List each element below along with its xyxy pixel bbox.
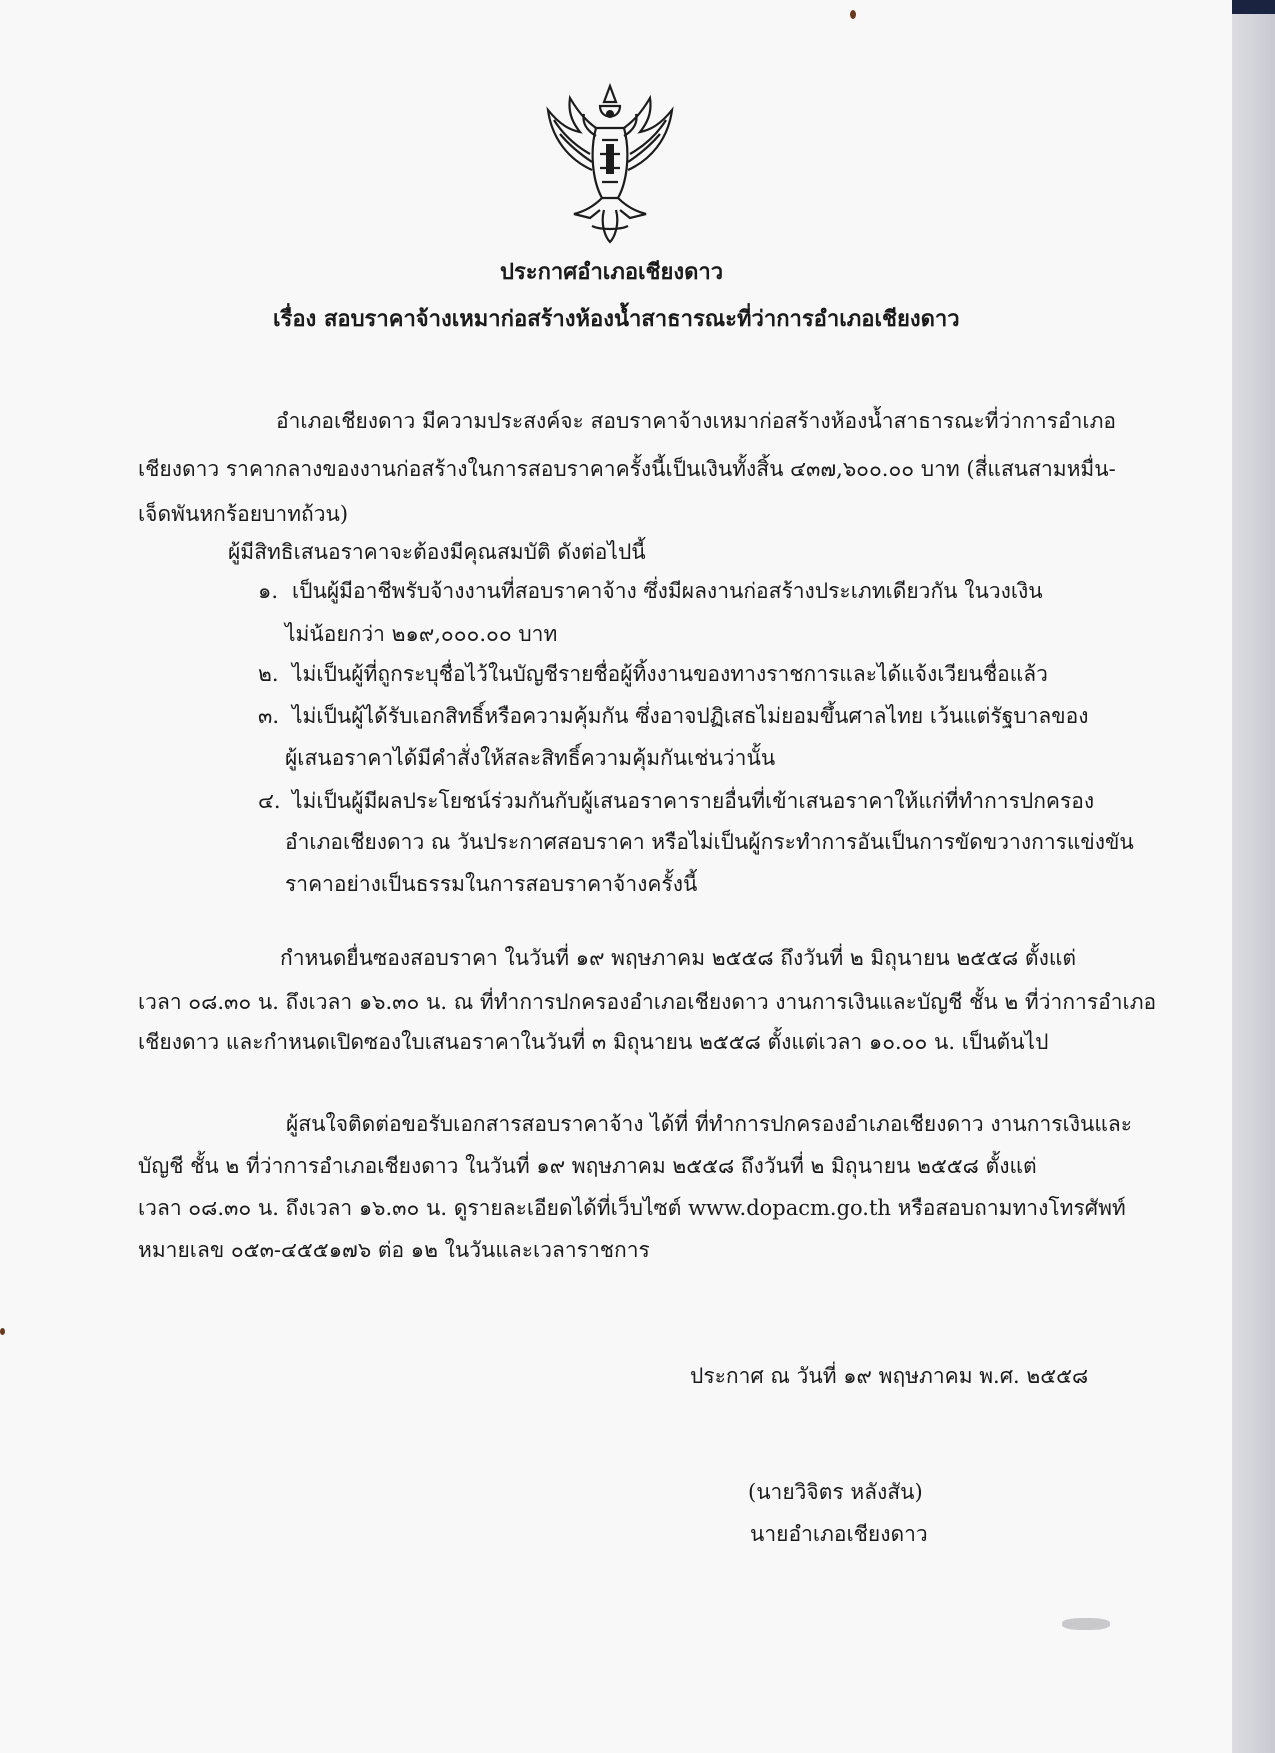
intro-line: เจ็ดพันหกร้อยบาทถ้วน) — [138, 502, 349, 526]
contact-line: บัญชี ชั้น ๒ ที่ว่าการอำเภอเชียงดาว ในวันที่ ๑๙ พฤษภาคม ๒๕๕๘ ถึงวันที่ ๒ มิถุนายน ๒๕๕๘ ตั้งแต่ — [138, 1154, 1037, 1178]
list-item-line: ไม่เป็นผู้ที่ถูกระบุชื่อไว้ในบัญชีรายชื่อผู้ทิ้งงานของทางราชการและได้แจ้งเวียนชื่อแล้ว — [292, 662, 1048, 686]
page-edge-shadow — [1232, 0, 1275, 1753]
contact-line: ผู้สนใจติดต่อขอรับเอกสารสอบราคาจ้าง ได้ที่ ที่ทำการปกครองอำเภอเชียงดาว งานการเงินและ — [286, 1112, 1133, 1136]
garuda-emblem-icon — [530, 80, 690, 245]
contact-line: หมายเลข ๐๕๓-๔๕๕๑๗๖ ต่อ ๑๒ ในวันและเวลาราชการ — [138, 1238, 650, 1262]
submission-line: กำหนดยื่นซองสอบราคา ในวันที่ ๑๙ พฤษภาคม ๒๕๕๘ ถึงวันที่ ๒ มิถุนายน ๒๕๕๘ ตั้งแต่ — [280, 946, 1077, 970]
list-item-line: ไม่น้อยกว่า ๒๑๙,๐๐๐.๐๐ บาท — [285, 622, 558, 646]
paper-speck — [0, 1328, 5, 1335]
page-title: ประกาศอำเภอเชียงดาว — [500, 259, 724, 285]
list-item-line: เป็นผู้มีอาชีพรับจ้างงานที่สอบราคาจ้าง ซึ่งมีผลงานก่อสร้างประเภทเดียวกัน ในวงเงิน — [292, 579, 1043, 603]
list-item-number: ๔. — [258, 789, 281, 813]
paper-smudge — [1062, 1618, 1110, 1630]
list-item-line: อำเภอเชียงดาว ณ วันประกาศสอบราคา หรือไม่เป็นผู้กระทำการอันเป็นการขัดขวางการแข่งขัน — [285, 830, 1134, 854]
submission-line: เชียงดาว และกำหนดเปิดซองใบเสนอราคาในวันที่ ๓ มิถุนายน ๒๕๕๘ ตั้งแต่เวลา ๑๐.๐๐ น. เป็นต้นไป — [138, 1030, 1049, 1054]
page-edge-corner — [1232, 0, 1275, 14]
list-item-line: ไม่เป็นผู้ได้รับเอกสิทธิ์หรือความคุ้มกัน ซึ่งอาจปฏิเสธไม่ยอมขึ้นศาลไทย เว้นแต่รัฐบาลของ — [292, 704, 1089, 728]
list-item-number: ๑. — [258, 579, 279, 603]
list-item-line: ราคาอย่างเป็นธรรมในการสอบราคาจ้างครั้งนี้ — [285, 872, 698, 896]
paper-speck — [850, 10, 856, 19]
signer-title: นายอำเภอเชียงดาว — [750, 1522, 928, 1546]
submission-line: เวลา ๐๘.๓๐ น. ถึงเวลา ๑๖.๓๐ น. ณ ที่ทำการปกครองอำเภอเชียงดาว งานการเงินและบัญชี ชั้น ๒ ที่ว่าการอำเภอ — [138, 990, 1157, 1014]
announcement-date: ประกาศ ณ วันที่ ๑๙ พฤษภาคม พ.ศ. ๒๕๕๘ — [690, 1364, 1089, 1388]
list-item-line: ไม่เป็นผู้มีผลประโยชน์ร่วมกันกับผู้เสนอราคารายอื่นที่เข้าเสนอราคาให้แก่ที่ทำการปกครอง — [292, 789, 1095, 813]
qualifications-heading: ผู้มีสิทธิเสนอราคาจะต้องมีคุณสมบัติ ดังต่อไปนี้ — [228, 540, 646, 564]
subject-line: เรื่อง สอบราคาจ้างเหมาก่อสร้างห้องน้ำสาธารณะที่ว่าการอำเภอเชียงดาว — [273, 306, 960, 332]
list-item-number: ๓. — [258, 704, 280, 728]
intro-line: เชียงดาว ราคากลางของงานก่อสร้างในการสอบราคาครั้งนี้เป็นเงินทั้งสิ้น ๔๓๗,๖๐๐.๐๐ บาท (สี่แสนสามหมื่น- — [138, 457, 1116, 481]
list-item-number: ๒. — [258, 662, 279, 686]
intro-line: อำเภอเชียงดาว มีความประสงค์จะ สอบราคาจ้างเหมาก่อสร้างห้องน้ำสาธารณะที่ว่าการอำเภอ — [276, 409, 1117, 433]
contact-line: เวลา ๐๘.๓๐ น. ถึงเวลา ๑๖.๓๐ น. ดูรายละเอียดได้ที่เว็บไซต์ www.dopacm.go.th หรือสอบถามทางโทรศัพท์ — [138, 1196, 1126, 1220]
signer-name: (นายวิจิตร หลังสัน) — [748, 1480, 923, 1504]
list-item-line: ผู้เสนอราคาได้มีคำสั่งให้สละสิทธิ์ความคุ้มกันเช่นว่านั้น — [285, 746, 776, 770]
